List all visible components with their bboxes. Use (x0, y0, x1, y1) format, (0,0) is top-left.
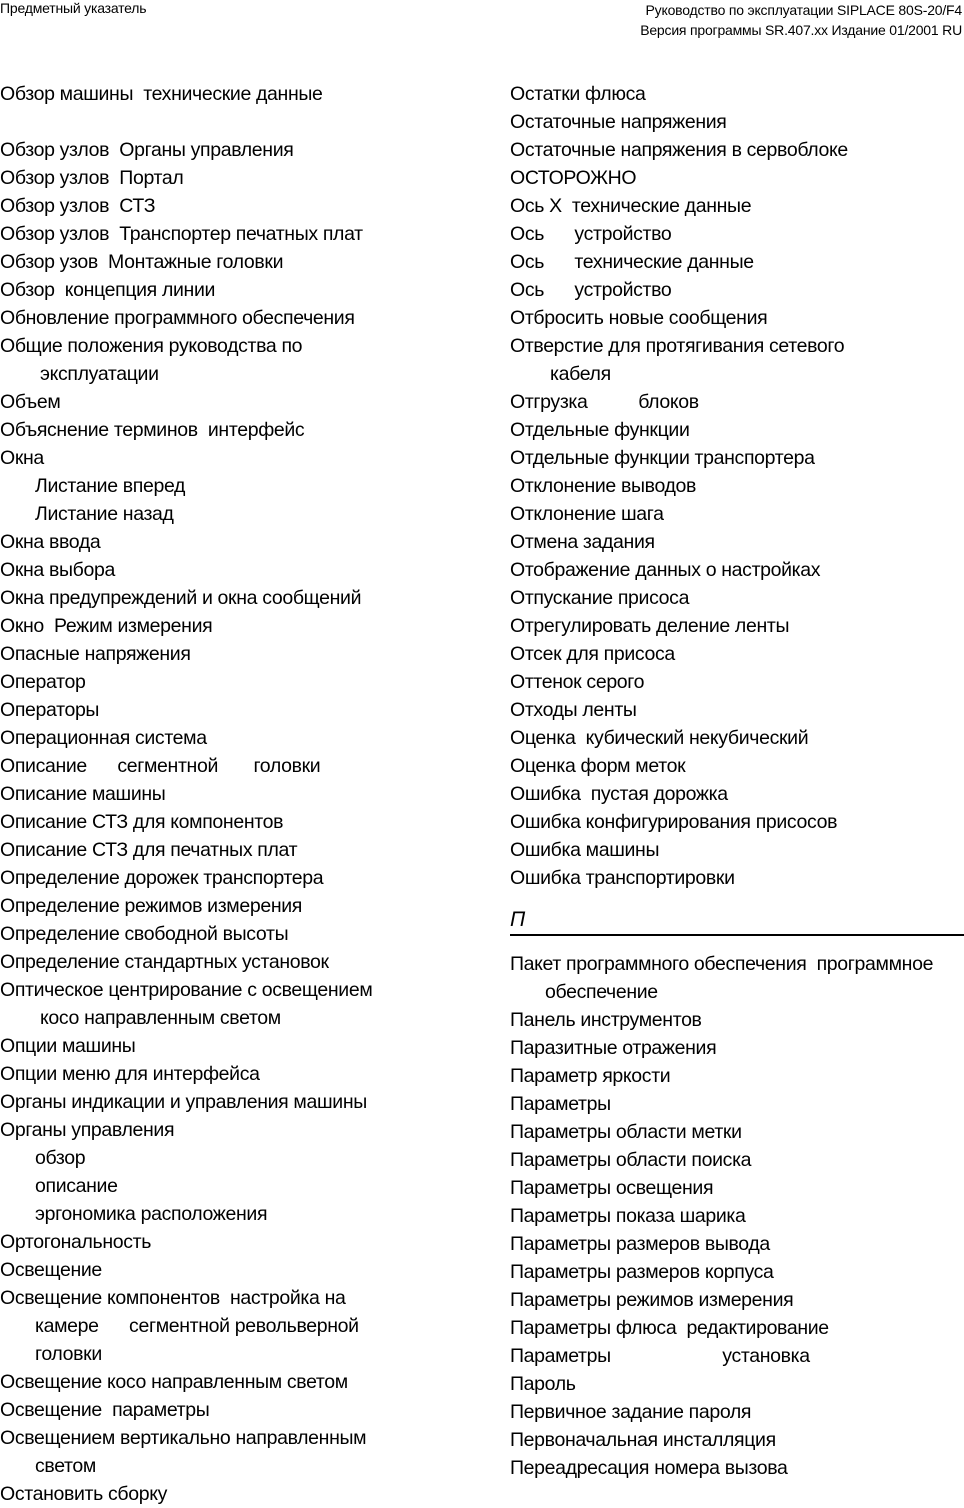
index-entry: Ось устройство (510, 279, 672, 301)
index-entry: Описание СТЗ для компонентов (0, 811, 284, 833)
index-subentry: эргономика расположения (35, 1203, 268, 1225)
index-entry: Остановить сборку (0, 1483, 168, 1505)
index-entry: Ось устройство (510, 223, 672, 245)
index-entry: Определение дорожек транспортера (0, 867, 324, 889)
index-entry: Освещением вертикально направленным (0, 1427, 367, 1449)
index-entry: Отдельные функции транспортера (510, 447, 815, 469)
index-entry: Опции меню для интерфейса (0, 1063, 260, 1085)
index-entry: Первичное задание пароля (510, 1401, 752, 1423)
index-entry: Обзор узов Монтажные головки (0, 251, 284, 273)
index-entry: Отклонение шага (510, 503, 664, 525)
index-column-left (0, 80, 480, 1508)
index-entry: Параметры флюса редактирование (510, 1317, 829, 1339)
index-subentry: Листание назад (35, 503, 174, 525)
index-subentry: обеспечение (545, 981, 658, 1003)
index-entry: Паразитные отражения (510, 1037, 717, 1059)
index-entry: Ошибка транспортировки (510, 867, 735, 889)
index-entry: Обзор узлов Портал (0, 167, 184, 189)
header-manual-title: Руководство по эксплуатации SIPLACE 80S-20/F4 (645, 2, 962, 18)
index-entry: Отходы ленты (510, 699, 637, 721)
index-entry: Параметры размеров вывода (510, 1233, 770, 1255)
index-entry: Параметры области метки (510, 1121, 742, 1143)
index-entry: Описание СТЗ для печатных плат (0, 839, 298, 861)
index-entry: Пакет программного обеспечения программное (510, 953, 934, 975)
index-entry: Параметры (510, 1093, 611, 1115)
index-entry: Обзор узлов Транспортер печатных плат (0, 223, 363, 245)
index-entry: Параметры освещения (510, 1177, 714, 1199)
index-entry: ОСТОРОЖНО (510, 167, 637, 189)
index-entry: Остаточные напряжения в сервоблоке (510, 139, 848, 161)
index-entry: Отверстие для протягивания сетевого (510, 335, 845, 357)
index-entry: Отгрузка блоков (510, 391, 699, 413)
index-subentry: кабеля (550, 363, 611, 385)
index-subentry: обзор (35, 1147, 86, 1169)
index-entry: Пароль (510, 1373, 576, 1395)
index-entry: Обзор узлов Органы управления (0, 139, 294, 161)
index-entry: Операторы (0, 699, 100, 721)
index-entry: Параметры области поиска (510, 1149, 752, 1171)
index-entry: Панель инструментов (510, 1009, 702, 1031)
index-entry: Отсек для присоса (510, 643, 675, 665)
index-subentry: описание (35, 1175, 118, 1197)
index-entry: Ошибка машины (510, 839, 660, 861)
index-subentry: Листание вперед (35, 475, 186, 497)
index-entry: Определение режимов измерения (0, 895, 302, 917)
index-entry: Отображение данных о настройках (510, 559, 821, 581)
index-entry: Параметры установка (510, 1345, 810, 1367)
index-entry: Определение свободной высоты (0, 923, 289, 945)
index-entry: Отбросить новые сообщения (510, 307, 768, 329)
index-entry: Параметры показа шарика (510, 1205, 746, 1227)
index-entry: Оценка форм меток (510, 755, 686, 777)
index-entry: Описание сегментной головки (0, 755, 321, 777)
index-entry: Окна (0, 447, 44, 469)
index-entry: Органы управления (0, 1119, 175, 1141)
index-subentry: камере сегментной револьверной (35, 1315, 359, 1337)
index-entry: Ошибка пустая дорожка (510, 783, 728, 805)
header-version-edition: Версия программы SR.407.xx Издание 01/2001 RU (640, 22, 962, 38)
index-entry: Остаточные напряжения (510, 111, 727, 133)
index-entry: Описание машины (0, 783, 166, 805)
index-subentry: косо направленным светом (40, 1007, 281, 1029)
index-entry: Органы индикации и управления машины (0, 1091, 367, 1113)
index-entry: Обновление программного обеспечения (0, 307, 355, 329)
index-entry: Объем (0, 391, 61, 413)
index-entry: Ошибка конфигурирования присосов (510, 811, 838, 833)
index-entry: Окна ввода (0, 531, 101, 553)
index-entry: Освещение косо направленным светом (0, 1371, 348, 1393)
index-entry: Параметр яркости (510, 1065, 671, 1087)
index-entry: Обзор узлов СТЗ (0, 195, 156, 217)
index-entry: Окно Режим измерения (0, 615, 213, 637)
index-entry: Остатки флюса (510, 83, 646, 105)
index-entry: Общие положения руководства по (0, 335, 303, 357)
index-entry: Параметры режимов измерения (510, 1289, 794, 1311)
index-entry: Первоначальная инсталляция (510, 1429, 776, 1451)
index-entry: Обзор концепция линии (0, 279, 216, 301)
index-entry: Освещение (0, 1259, 102, 1281)
index-entry: Оптическое центрирование с освещением (0, 979, 373, 1001)
index-entry: Освещение параметры (0, 1399, 210, 1421)
index-subentry: головки (35, 1343, 102, 1365)
index-entry: Ось X технические данные (510, 195, 752, 217)
index-entry: Переадресация номера вызова (510, 1457, 788, 1479)
index-entry: Опасные напряжения (0, 643, 191, 665)
index-entry: Оператор (0, 671, 86, 693)
index-entry: Отрегулировать деление ленты (510, 615, 790, 637)
index-entry: Отпускание присоса (510, 587, 690, 609)
index-entry: Оценка кубический некубический (510, 727, 809, 749)
index-subentry: светом (35, 1455, 96, 1477)
header-section-title: Предметный указатель (0, 0, 147, 16)
header-manual-info (640, 0, 962, 40)
index-spacer (0, 108, 480, 136)
index-subentry: эксплуатации (40, 363, 159, 385)
index-entry: Окна предупреждений и окна сообщений (0, 587, 362, 609)
index-entry: Операционная система (0, 727, 207, 749)
index-entry: Опции машины (0, 1035, 136, 1057)
index-entry: Определение стандартных установок (0, 951, 329, 973)
index-column-right (510, 80, 964, 1482)
index-entry: Освещение компонентов настройка на (0, 1287, 346, 1309)
index-section-letter: П (510, 906, 964, 936)
index-entry: Ортогональность (0, 1231, 152, 1253)
index-entry: Отмена задания (510, 531, 655, 553)
index-entry: Параметры размеров корпуса (510, 1261, 774, 1283)
index-entry: Объяснение терминов интерфейс (0, 419, 305, 441)
index-entry: Окна выбора (0, 559, 115, 581)
index-entry: Ось технические данные (510, 251, 754, 273)
index-entry: Отдельные функции (510, 419, 690, 441)
index-entry: Обзор машины технические данные (0, 83, 323, 105)
index-entry: Оттенок серого (510, 671, 645, 693)
index-entry: Отклонение выводов (510, 475, 697, 497)
